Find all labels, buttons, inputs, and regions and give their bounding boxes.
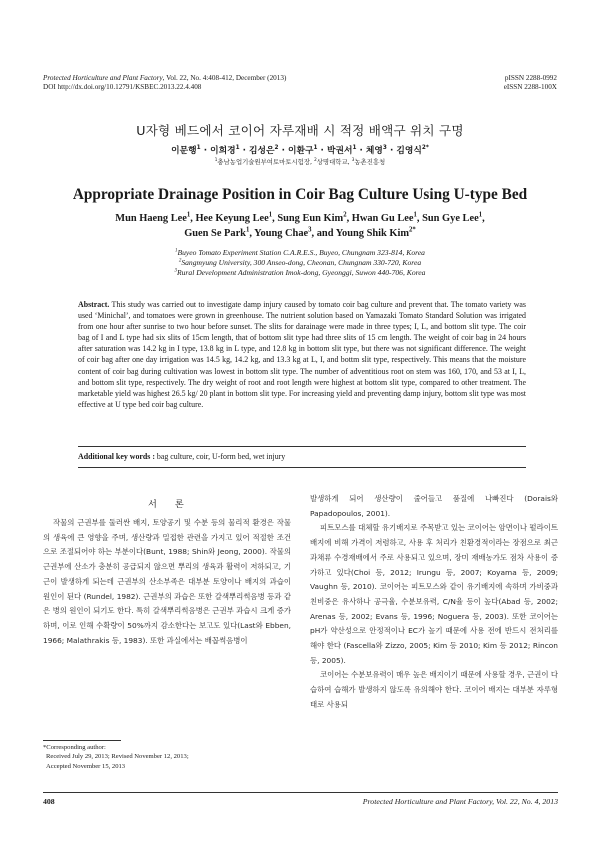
english-authors-line2: Guen Se Park$^1$, Young Chae$^3$, and Young Shik Kim$^{2*}$ xyxy=(184,226,416,239)
en-affil-line xyxy=(0,248,600,258)
journal-volume-info: , Vol. 22, No. 4:408-412, December (2013) xyxy=(162,74,287,82)
ko-author-sup: 3 xyxy=(382,145,387,152)
en-author-sup: 1 xyxy=(186,211,191,219)
ko-author: 체영 xyxy=(365,146,383,156)
ko-author: 김영식 xyxy=(396,146,422,156)
keywords-text: bag culture, coir, U-form bed, wet injury xyxy=(154,452,286,461)
footnote-accepted: Accepted November 15, 2013 xyxy=(46,762,126,770)
en-author-sup: 1 xyxy=(413,211,417,219)
journal-name: Protected Horticulture and Plant Factory xyxy=(43,74,163,82)
en-author: Hwan Gu Lee xyxy=(351,213,414,224)
ko-author-sup: 2* xyxy=(421,145,429,152)
section-title: 서론 xyxy=(148,499,202,510)
ko-author: 이희경 xyxy=(210,146,236,156)
en-author: Mun Haeng Lee xyxy=(115,213,187,224)
korean-authors: 이문행$^1$ · 이희경$^1$ · 김성은$^2$ · 이환구$^1$ · 박권서$^1$ · 체영$^3$ · 김영식$^{2*}$ xyxy=(171,145,429,156)
pissn: pISSN 2288-0992 xyxy=(504,74,557,82)
en-author-sup: 2 xyxy=(343,211,347,219)
ko-author-sup: 1 xyxy=(313,145,318,152)
right-paragraph-2: 피트모스를 대체할 유기배지로 주목받고 있는 코이어는 암면이나 펄라이트 배지에 비해 가격이 저렴하고, 사용 후 처리가 친환경적이라는 장점으로 최근 과채류 수경재배에서 주로 사용되고 있으며, 장미 재배농가도 점차 사용이 증가하고 있다(Choi 등, 2012; Irungu 등, 2007; Koyama 등, 2009; Vaughn 등, 2010). 코이어는 피트모스와 같이 유기배지에 속하며 가비중과 친비중은 유사하나 공극율, 수분보유력, C/N율 등이 높다(Abad 등, 2002; Arenas 등, 2002; Evans 등, 1996; Noguera 등, 2003). 또한 코이어는 pH가 약산성으로 안정적이나 EC가 높기 때문에 사용 전에 반드시 전처리를 해야 한다 (Fascella와 Zizzo, 2005; Kim 등 2010; Kim 등 2012; Rincon 등, 2005). xyxy=(310,523,558,665)
en-author: Sun Gye Lee xyxy=(422,213,479,224)
ko-author-sup: 1 xyxy=(352,145,357,152)
right-paragraph-3: 코이어는 수분보유력이 매우 높은 배지이기 때문에 사용할 경우, 근권이 다습하여 습해가 발생하지 않도록 유의해야 한다. 코이어 배지는 대부분 자루형태로 사용되 xyxy=(310,670,558,709)
en-affil-line xyxy=(0,268,600,278)
abstract xyxy=(78,299,526,410)
footnote-rule xyxy=(43,740,121,741)
left-paragraph: 작물의 근권부를 둘러싼 배지, 토양공기 및 수분 등의 물리적 환경은 작물의 생육에 큰 영향을 주며, 생산량과 밀접한 관련을 가지고 있어 적절한 조건으로 조절되어야 하는 부분이다(Bunt, 1988; Shin와 Jeong, 2000). 작물의 근권부에 산소가 충분히 공급되지 않으면 뿌리의 생육과 활력이 저하되고, 기근이 발생하게 되는데 근권부의 산소부족은 대부분 토양이나 배지의 과습이 원인이 된다 (Rundel, 1982). 근권부의 과습은 또한 갈색뿌리썩음병 등과 같은 병의 원인이 되기도 한다. 특히 갈색뿌리썩음병은 근권부 과습시 크게 증가하며, 이로 인해 수확량이 50%까지 감소한다는 보고도 있다(Last와 Ebben, 1966; Malathrakis 등, 1983). 또한 과실에서는 배꼽썩음병이 xyxy=(43,518,291,645)
footer-journal: Protected Horticulture and Plant Factory, Vol. 22, No. 4, 2013 xyxy=(362,797,558,806)
footer-rule xyxy=(43,792,558,793)
ko-author-sup: 1 xyxy=(235,145,240,152)
en-author: Guen Se Park xyxy=(184,227,246,239)
en-author-sup: 1 xyxy=(478,211,483,219)
eissn: eISSN 2288-100X xyxy=(503,83,557,91)
abstract-text: This study was carried out to investigate damp injury caused by tomato coir bag culture and prevent that. The tomato variety was used ‘Minichal’, and tomatoes were grown in greenhouse. The nutrient solution based on Yamazaki Tomato Standard Solution was irrigated from one hour after sunrise to two hour before sunset. The slits for darainage were made in three types; I, L, and bottom slit type. The coir bag of I and L type had six slits of 15cm length, that of bottom slit type had three slits of 15 cm length. The weight of coir bag in 24 hours after saturation was 14.2 kg in I type, 13.8 kg in L type, and 12.8 kg in bottom slit type, but there was not significant difference. The weight of coir bag after one day irrigation was 14.5 kg, 14.2 kg, and 13.3 kg at L, I, and bottm slit type, respectively. This means that the moisture content of coir bag during cultivation was lowest in bottom slit type. The number of adventitious root on stem was 160, 170, and 53 at I, L, and bottom slit type, respectively. The dry weight of root and root length were highest at bottom slit type, compared to other treatment. The marketable yield was highest 26.5 kg/ 20 plant in bottom slit type. For increasing yield and preventing damp injury, bottom slit type was most effective at U type bed coir bag culture. xyxy=(78,300,526,409)
ko-author: 이환구 xyxy=(288,146,314,156)
en-affil-text: Buyeo Tomato Experiment Station C.A.R.E.S., Buyeo, Chungnam 323-814, Korea xyxy=(177,248,425,257)
ko-author-sup: 2 xyxy=(274,145,279,152)
en-author-sup: 2* xyxy=(409,226,416,234)
en-affil-sup: 1 xyxy=(175,248,178,254)
ko-affil-sup: 3 xyxy=(351,156,355,162)
page-number: 408 xyxy=(43,797,55,806)
en-author-sup: 3 xyxy=(308,226,312,234)
left-column xyxy=(43,516,291,648)
en-author: Sung Eun Kim xyxy=(277,213,344,224)
right-paragraph-1: 발생하게 되어 생산량이 줄어들고 품질에 나빠진다 (Dorais와 Papadopoulos, 2001). xyxy=(310,494,558,518)
en-affil-line xyxy=(0,258,600,268)
ko-author: 이문행 xyxy=(171,146,197,156)
korean-affiliations xyxy=(0,157,600,166)
en-author: and Young Shik Kim xyxy=(316,227,410,239)
footnote-corresponding: *Corresponding author: xyxy=(43,744,106,751)
right-column xyxy=(310,492,558,713)
en-author: Hee Keyung Lee xyxy=(195,213,269,224)
english-affiliations xyxy=(0,248,600,277)
en-author: Young Chae xyxy=(254,227,309,239)
ko-author: 박권서 xyxy=(326,146,353,156)
ko-author: 김성은 xyxy=(249,146,275,156)
journal-citation xyxy=(43,74,286,83)
english-authors xyxy=(70,212,530,241)
ko-affil-sup: 1 xyxy=(214,156,218,162)
footnote xyxy=(43,743,293,771)
doi[interactable]: DOI http://dx.doi.org/10.12791/KSBEC.2013.22.4.408 xyxy=(43,83,202,91)
ko-affil-text: 충남농업기술원부여토마토시험장, xyxy=(217,158,315,166)
keywords xyxy=(78,452,285,461)
footnote-received: Received July 29, 2013; Revised November 12, 2013; xyxy=(46,753,189,761)
abstract-label: Abstract. xyxy=(78,300,110,309)
en-author-sup: 1 xyxy=(245,226,250,234)
divider-bottom xyxy=(78,467,526,468)
en-affil-sup: 3 xyxy=(174,268,177,274)
en-affil-text: Sangmyung University, 300 Anseo-dong, Cheonan, Chungnam 330-720, Korea xyxy=(181,257,422,267)
divider-top xyxy=(78,446,526,447)
keywords-label: Additional key words : xyxy=(78,452,155,461)
en-author-sup: 1 xyxy=(268,211,273,219)
ko-author-sup: 1 xyxy=(196,145,201,152)
en-affil-sup: 2 xyxy=(178,258,182,264)
ko-affil-text: 상명대학교, xyxy=(316,158,352,166)
english-authors-line1: Mun Haeng Lee$^1$, Hee Keyung Lee$^1$, Sung Eun Kim$^2$, Hwan Gu Lee$^1$, Sun Gye Lee$^1$, xyxy=(115,211,485,224)
korean-title: U자형 베드에서 코이어 자루재배 시 적정 배액구 위치 구명 xyxy=(136,123,464,138)
ko-affil-text: 농촌진흥청 xyxy=(354,158,386,166)
english-title: Appropriate Drainage Position in Coir Bag Culture Using U-type Bed xyxy=(72,186,528,203)
ko-affil-sup: 2 xyxy=(314,156,317,162)
en-affil-text: Rural Development Administration Imok-dong, Gyeonggi, Suwon 440-706, Korea xyxy=(177,267,426,277)
